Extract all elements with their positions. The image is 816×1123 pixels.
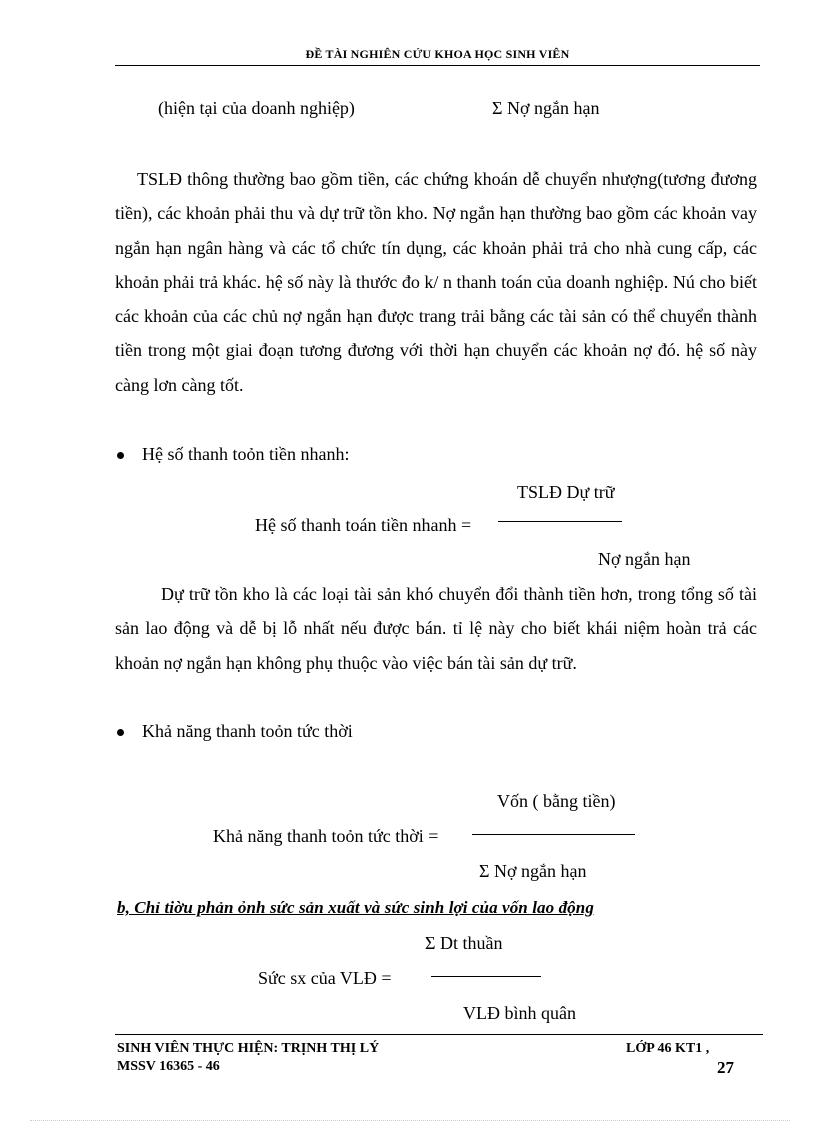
- document-header-title: ĐỀ TÀI NGHIÊN CỨU KHOA HỌC SINH VIÊN: [305, 47, 570, 61]
- formula-quick-ratio-denominator: Nợ ngắn hạn: [598, 549, 691, 569]
- formula-instant-ratio-label: Khả năng thanh toỏn tức thời =: [213, 826, 439, 846]
- section-heading: b, Chỉ tiờu phản ỏnh sức sản xuất và sức sinh lợi của vốn lao động: [117, 898, 594, 917]
- formula-productivity-denominator: VLĐ bình quân: [463, 1003, 576, 1023]
- paragraph-tsld-definition: TSLĐ thông thường bao gồm tiền, các chứng khoán dễ chuyển nhượng(tương đương tiền), các khoản phải thu và dự trữ tồn kho. Nợ ngắn hạn thường bao gồm các khoản vay ngắn hạn ngân hàng và các tổ chức tín dụng, các khoản phải trả cho nhà cung cấp, các khoản phải trả khác. hệ số này là thước đo k/ n thanh toán của doanh nghiệp. Nú cho biết các khoản của các chủ nợ ngắn hạn được trang trải bằng các tài sản có thể chuyển thành tiền trong một giai đoạn tương đương với thời hạn chuyển các khoản nợ đó. hệ số này càng lơn càng tốt.: [115, 169, 757, 395]
- footer-student-name: SINH VIÊN THỰC HIỆN: TRỊNH THỊ LÝ: [117, 1041, 380, 1056]
- formula-productivity-numerator: Σ Dt thuần: [425, 933, 503, 953]
- footer-class: LỚP 46 KT1 ,: [626, 1041, 710, 1056]
- footer-rule: [115, 1034, 763, 1035]
- bullet-icon: [117, 452, 124, 459]
- page-bottom-edge: [30, 1120, 790, 1121]
- formula-instant-ratio-denominator: Σ Nợ ngắn hạn: [479, 861, 587, 881]
- formula-instant-ratio-fraction-line: [472, 834, 635, 835]
- formula-instant-ratio-numerator: Vốn ( bằng tiền): [497, 791, 616, 811]
- bullet-instant-ratio: Khả năng thanh toỏn tức thời: [142, 721, 353, 741]
- paragraph-inventory-explanation: Dự trữ tồn kho là các loại tài sản khó chuyển đổi thành tiền hơn, trong tổng số tài sản lao động và dễ bị lỗ nhất nếu được bán. tỉ lệ này cho biết khái niệm hoàn trả các khoản nợ ngắn hạn không phụ thuộc vào việc bán tài sản dự trữ.: [115, 584, 757, 673]
- footer-student-id: MSSV 16365 - 46: [117, 1059, 220, 1074]
- intro-line-left: (hiện tại của doanh nghiệp): [158, 98, 355, 118]
- intro-line-right: Σ Nợ ngắn hạn: [492, 98, 600, 118]
- page-number: 27: [717, 1058, 734, 1077]
- formula-quick-ratio-fraction-line: [498, 521, 622, 522]
- formula-productivity-label: Sức sx của VLĐ =: [258, 968, 392, 988]
- bullet-quick-ratio: Hệ số thanh toỏn tiền nhanh:: [142, 444, 350, 464]
- bullet-icon: [117, 729, 124, 736]
- formula-quick-ratio-numerator: TSLĐ Dự trữ: [517, 482, 615, 502]
- header-rule: [115, 65, 760, 66]
- formula-quick-ratio-label: Hệ số thanh toán tiền nhanh =: [255, 515, 472, 535]
- formula-productivity-fraction-line: [431, 976, 541, 977]
